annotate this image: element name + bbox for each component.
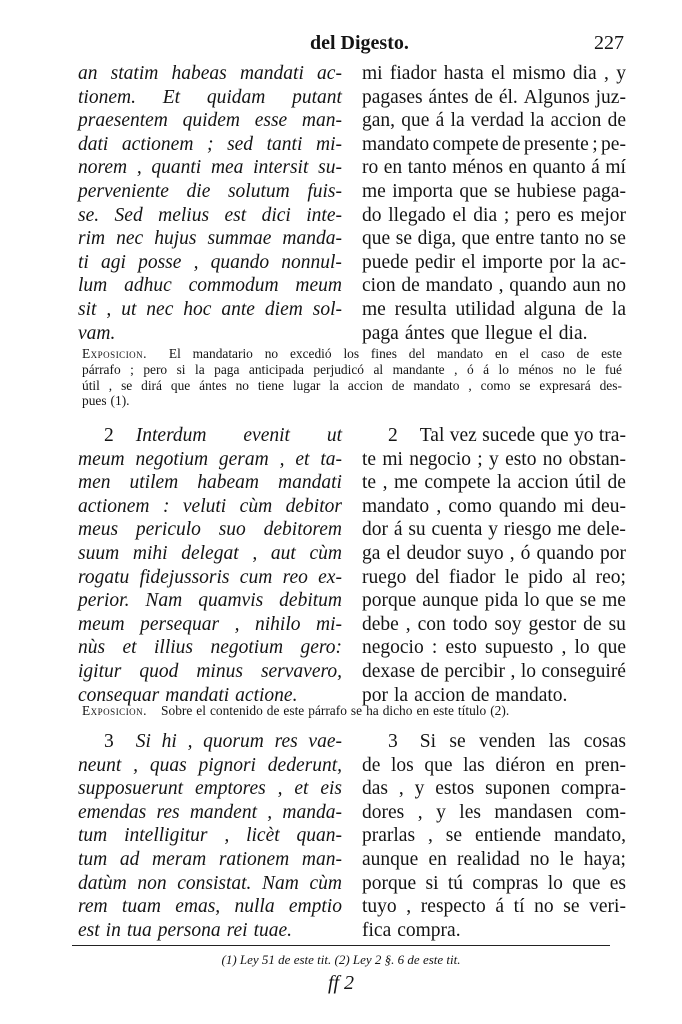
text-line: suum mihi delegat , aut cùm bbox=[78, 542, 342, 564]
text-line: fica compra. bbox=[362, 919, 461, 941]
text-line: debe , con todo soy gestor de su bbox=[362, 613, 626, 635]
exposicion-line: párrafo ; pero si la paga anticipada perjudicó al mandante , ó á lo ménos no le fué bbox=[82, 361, 622, 377]
text-line: 3 Si se venden las cosas bbox=[388, 731, 626, 752]
text-line: lum adhuc commodum meum bbox=[78, 275, 342, 297]
running-header bbox=[0, 32, 682, 58]
text-line: perveniente die solutum fuis- bbox=[78, 180, 342, 202]
text-line: me resulta utilidad alguna de la bbox=[362, 298, 626, 320]
exposicion-line: Exposicion. Sobre el contenido de este párrafo se ha dicho en este título (2). bbox=[82, 703, 510, 718]
text-line: meus periculo suo debitorem bbox=[78, 519, 342, 541]
text-line: dor á su cuenta y riesgo me dele- bbox=[362, 519, 626, 541]
latin-column-paragraph-3 bbox=[78, 730, 342, 942]
exposicion-line: pues (1). bbox=[82, 393, 130, 409]
text-line: porque aunque pida lo que se me bbox=[362, 590, 626, 612]
paragraph-number: 3 bbox=[104, 731, 114, 752]
text-line: neunt , quas pignori dederunt, bbox=[78, 754, 342, 776]
paragraph-number: 3 bbox=[388, 731, 398, 752]
text-line: ti agi posse , quando nonnul- bbox=[78, 251, 342, 273]
text-line: dexase de percibir , lo conseguiré bbox=[362, 660, 626, 682]
text-line: mi fiador hasta el mismo dia , y bbox=[362, 63, 626, 84]
text-line: por la accion de mandato. bbox=[362, 684, 568, 706]
exposicion-line: útil , se dirá que ántes no tiene lugar la accion de mandato , como se expresará des- bbox=[82, 377, 622, 393]
text-line: ga el deudor suyo , ó quando por bbox=[362, 542, 626, 564]
text-line: sit , ut nec hoc ante diem sol- bbox=[78, 298, 342, 320]
paragraph-number: 2 bbox=[104, 425, 114, 446]
text-line: rogatu fidejussoris cum reo ex- bbox=[78, 566, 342, 588]
text-line: porque si tú compras lo que es bbox=[362, 872, 626, 894]
page-number: 227 bbox=[594, 32, 624, 54]
text-line: te mi negocio ; y esto no obstan- bbox=[362, 448, 626, 470]
text-line: rem tuam emas, nulla emptio bbox=[78, 896, 342, 918]
signature-mark: ff 2 bbox=[327, 972, 355, 994]
text-line: perior. Nam quamvis debitum bbox=[78, 590, 342, 612]
text-line: an statim habeas mandati ac- bbox=[78, 63, 342, 84]
spanish-column-paragraph-3 bbox=[362, 730, 626, 942]
exposicion-note-1 bbox=[82, 346, 622, 409]
text-line: ro en tanto ménos en quanto á mí bbox=[362, 157, 626, 179]
text-line: dores , y les mandasen com- bbox=[362, 801, 626, 823]
exposicion-label: Exposicion. bbox=[82, 346, 148, 361]
text-line: do llegado el dia ; pero es mejor bbox=[362, 204, 626, 226]
text-line: 2 Interdum evenit ut bbox=[104, 425, 342, 446]
spanish-column-paragraph-1 bbox=[362, 62, 626, 345]
text-line: men utilem habeam mandati bbox=[78, 472, 342, 494]
text-line: te , me compete la accion útil de bbox=[362, 472, 626, 494]
text-line: dati actionem ; sed tanti mi- bbox=[78, 133, 342, 155]
text-line: igitur quod minus servavero, bbox=[78, 660, 342, 682]
text-line: cion de mandato , quando aun no bbox=[362, 275, 626, 297]
text-line: meum negotium geram , et ta- bbox=[78, 448, 342, 470]
text-line: mandato , como quando mi deu- bbox=[362, 495, 626, 517]
footnote: (1) Ley 51 de este tit. (2) Ley 2 §. 6 de este tit. bbox=[221, 952, 461, 967]
text-line: me importa que se hubiese paga- bbox=[362, 180, 626, 202]
exposicion-note-2 bbox=[82, 703, 622, 719]
exposicion-line: Exposicion. El mandatario no excedió los fines del mandato en el caso de este bbox=[82, 346, 622, 361]
latin-column-paragraph-2 bbox=[78, 424, 342, 707]
text-line: tuyo , respecto á tí no se veri- bbox=[362, 896, 626, 918]
text-line: est in tua persona rei tuae. bbox=[78, 919, 293, 941]
text-line: negocio : esto supuesto , lo que bbox=[362, 637, 626, 659]
text-line: aunque en realidad no le haya; bbox=[362, 848, 626, 870]
text-line: mandato compete de presente ; pe- bbox=[362, 133, 626, 155]
text-line: puede pedir el importe por la ac- bbox=[362, 251, 626, 273]
footnote-rule bbox=[72, 945, 610, 946]
text-line: 3 Si hi , quorum res vae- bbox=[104, 731, 342, 752]
running-title: del Digesto. bbox=[310, 32, 409, 54]
text-line: 2 Tal vez sucede que yo tra- bbox=[388, 425, 626, 446]
exposicion-label: Exposicion. bbox=[82, 703, 148, 718]
text-line: actionem : veluti cùm debitor bbox=[78, 495, 342, 517]
text-line: consequar mandati actione. bbox=[78, 684, 298, 706]
paragraph-number: 2 bbox=[388, 425, 398, 446]
text-line: tum ad meram rationem man- bbox=[78, 848, 342, 870]
text-line: tionem. Et quidam putant bbox=[78, 86, 342, 108]
text-line: praesentem quidem esse man- bbox=[78, 110, 342, 132]
text-line: ruego del fiador le pido al reo; bbox=[362, 566, 626, 588]
text-line: de los que las diéron en pren- bbox=[362, 754, 626, 776]
text-line: meum persequar , nihilo mi- bbox=[78, 613, 342, 635]
text-line: supposuerunt emptores , et eis bbox=[78, 778, 342, 800]
text-line: que se diga, que entre tanto no se bbox=[362, 228, 626, 250]
text-line: emendas res mandent , manda- bbox=[78, 801, 342, 823]
text-line: vam. bbox=[78, 322, 116, 344]
spanish-column-paragraph-2 bbox=[362, 424, 626, 707]
text-line: das , y estos suponen compra- bbox=[362, 778, 626, 800]
text-line: tum intelligitur , licèt quan- bbox=[78, 825, 342, 847]
text-line: nùs et illius negotium gero: bbox=[78, 637, 342, 659]
text-line: prarlas , se entiende mandato, bbox=[362, 825, 626, 847]
text-line: datùm non consistat. Nam cùm bbox=[78, 872, 342, 894]
text-line: pagases ántes de él. Algunos juz- bbox=[362, 86, 626, 108]
text-line: rim nec hujus summae manda- bbox=[78, 228, 342, 250]
latin-column-paragraph-1 bbox=[78, 62, 342, 345]
text-line: se. Sed melius est dici inte- bbox=[78, 204, 342, 226]
text-line: norem , quanti mea intersit su- bbox=[78, 157, 342, 179]
text-line: gan, que á la verdad la accion de bbox=[362, 110, 626, 132]
text-line: paga ántes que llegue el dia. bbox=[362, 322, 588, 344]
